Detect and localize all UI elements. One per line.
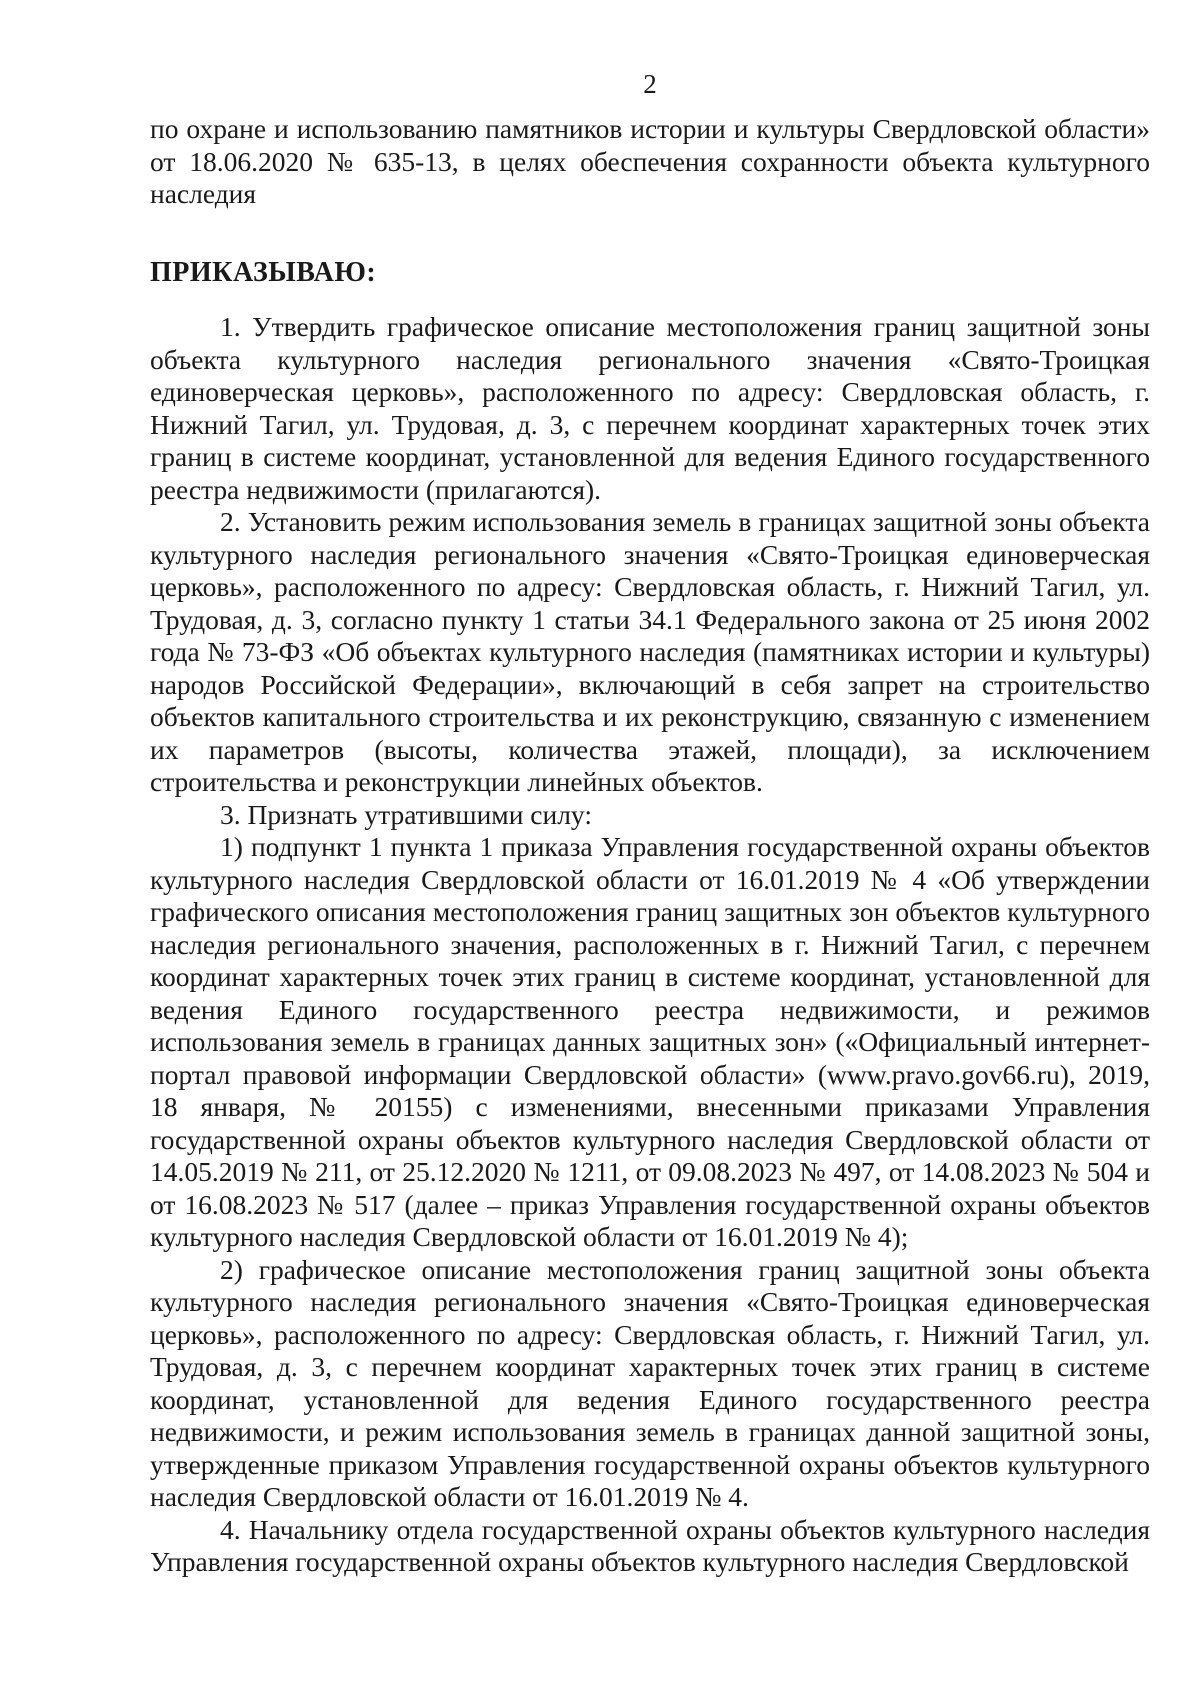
- paragraph-1: 1. Утвердить графическое описание местоположения границ защитной зоны объекта культурного наследия регионального значения «Свято-Троицкая единоверческая церковь», расположенного по адресу: Свердловская область, г. Нижний Тагил, ул. Трудовая, д. 3, с перечнем координат характерных точек этих границ в системе координат, установленной для ведения Единого государственного реестра недвижимости (прилагаются).: [150, 311, 1150, 505]
- page-number: 2: [643, 69, 657, 99]
- subparagraph-3-1: 1) подпункт 1 пункта 1 приказа Управления государственной охраны объектов культурного наследия Свердловской области от 16.01.2019 № 4 «Об утверждении графического описания местоположения границ защитных зон объектов культурного наследия регионального значения, расположенных в г. Нижний Тагил, с перечнем координат характерных точек этих границ в системе координат, установленной для ведения Единого государственного реестра недвижимости, и режимов использования земель в границах данных защитных зон» («Официальный интернет-портал правовой информации Свердловской области» (www.pravo.gov66.ru), 2019, 18 января, № 20155) с изменениями, внесенными приказами Управления государственной охраны объектов культурного наследия Свердловской области от 14.05.2019 № 211, от 25.12.2020 № 1211, от 09.08.2023 № 497, от 14.08.2023 № 504 и от 16.08.2023 № 517 (далее – приказ Управления государственной охраны объектов культурного наследия Свердловской области от 16.01.2019 № 4);: [150, 831, 1150, 1252]
- document-body: [150, 113, 1150, 1579]
- intro-paragraph: по охране и использованию памятников истории и культуры Свердловской области» от 18.06.2020 № 635-13, в целях обеспечения сохранности объекта культурного наследия: [150, 113, 1150, 209]
- subparagraph-3-2: 2) графическое описание местоположения границ защитной зоны объекта культурного наследия регионального значения «Свято-Троицкая единоверческая церковь», расположенного по адресу: Свердловская область, г. Нижний Тагил, ул. Трудовая, д. 3, с перечнем координат характерных точек этих границ в системе координат, установленной для ведения Единого государственного реестра недвижимости, и режим использования земель в границах данной защитной зоны, утвержденные приказом Управления государственной охраны объектов культурного наследия Свердловской области от 16.01.2019 № 4.: [150, 1253, 1150, 1512]
- paragraph-3: 3. Признать утратившими силу:: [220, 798, 592, 830]
- paragraph-4: 4. Начальнику отдела государственной охраны объектов культурного наследия Управления государственной охраны объектов культурного наследия Свердловской: [150, 1513, 1150, 1577]
- paragraph-2: 2. Установить режим использования земель в границах защитной зоны объекта культурного наследия регионального значения «Свято-Троицкая единоверческая церковь», расположенного по адресу: Свердловская область, г. Нижний Тагил, ул. Трудовая, д. 3, согласно пункту 1 статьи 34.1 Федерального закона от 25 июня 2002 года № 73-ФЗ «Об объектах культурного наследия (памятниках истории и культуры) народов Российской Федерации», включающий в себя запрет на строительство объектов капитального строительства и их реконструкцию, связанную с изменением их параметров (высоты, количества этажей, площади), за исключением строительства и реконструкции линейных объектов.: [150, 506, 1150, 797]
- order-heading: ПРИКАЗЫВАЮ:: [150, 256, 377, 288]
